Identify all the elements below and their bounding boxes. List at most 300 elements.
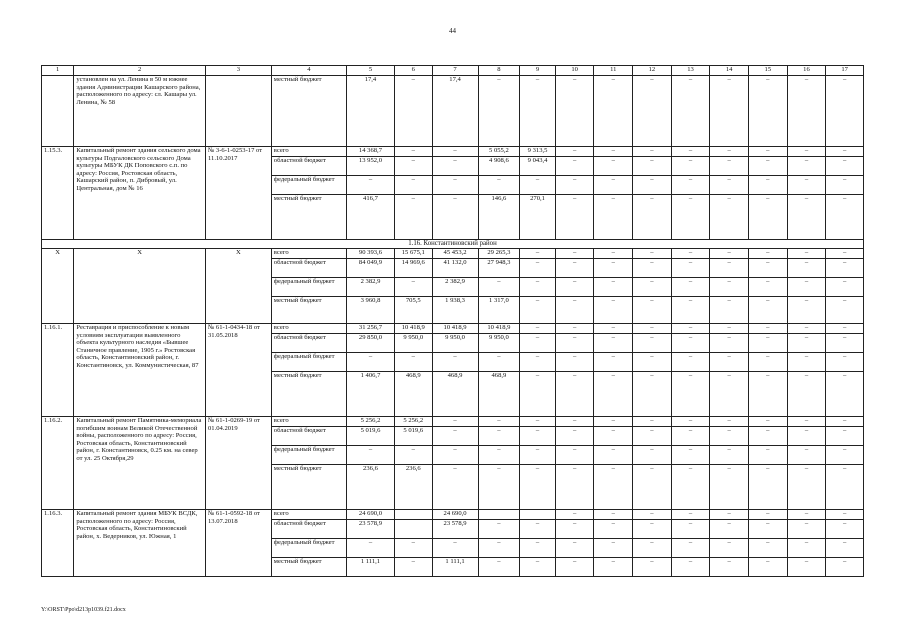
empty-value-cell: –	[555, 278, 594, 297]
empty-value-cell: –	[787, 446, 826, 465]
amount-cell: 23 578,9	[432, 520, 478, 539]
amount-cell: –	[478, 558, 520, 577]
amount-cell: 31 256,7	[346, 324, 394, 334]
amount-cell: 146,6	[478, 195, 520, 240]
empty-value-cell: –	[787, 278, 826, 297]
column-header: 13	[671, 66, 710, 76]
amount-cell	[478, 510, 520, 520]
document-cell	[205, 76, 271, 147]
empty-value-cell: –	[594, 147, 633, 157]
empty-value-cell: –	[594, 324, 633, 334]
amount-cell: –	[346, 353, 394, 372]
column-header: 1	[42, 66, 74, 76]
empty-value-cell: –	[787, 334, 826, 353]
amount-cell: –	[432, 417, 478, 427]
empty-value-cell: –	[594, 278, 633, 297]
budget-type-cell: федеральный бюджет	[271, 539, 346, 558]
section-title: 1.16. Константиновский район	[42, 240, 864, 249]
empty-value-cell: –	[520, 76, 556, 147]
empty-value-cell: –	[749, 195, 788, 240]
amount-cell	[394, 510, 432, 520]
empty-value-cell: –	[555, 446, 594, 465]
amount-cell: –	[394, 353, 432, 372]
empty-value-cell: –	[710, 157, 749, 176]
column-header: 2	[74, 66, 206, 76]
empty-value-cell: –	[633, 446, 672, 465]
amount-cell: –	[520, 176, 556, 195]
empty-value-cell: –	[555, 520, 594, 539]
amount-cell	[394, 520, 432, 539]
amount-cell: –	[478, 278, 520, 297]
amount-cell: 17,4	[432, 76, 478, 147]
empty-value-cell: –	[787, 157, 826, 176]
empty-value-cell: –	[749, 465, 788, 510]
budget-type-cell: областной бюджет	[271, 334, 346, 353]
amount-cell: 14 969,6	[394, 259, 432, 278]
empty-value-cell: –	[594, 157, 633, 176]
row-number-cell	[42, 76, 74, 147]
empty-value-cell: –	[633, 259, 672, 278]
empty-value-cell: –	[710, 510, 749, 520]
empty-value-cell: –	[787, 176, 826, 195]
empty-value-cell: –	[671, 465, 710, 510]
empty-value-cell: –	[671, 324, 710, 334]
empty-value-cell: –	[826, 417, 864, 427]
empty-value-cell: –	[671, 249, 710, 259]
amount-cell	[520, 510, 556, 520]
empty-value-cell: –	[787, 510, 826, 520]
empty-value-cell: –	[671, 297, 710, 324]
empty-value-cell: –	[710, 427, 749, 446]
amount-cell: 5 019,6	[394, 427, 432, 446]
amount-cell: –	[394, 76, 432, 147]
amount-cell: 236,6	[394, 465, 432, 510]
empty-value-cell: –	[826, 353, 864, 372]
amount-cell: –	[520, 417, 556, 427]
amount-cell: –	[432, 195, 478, 240]
empty-value-cell: –	[633, 249, 672, 259]
table-row	[42, 76, 864, 147]
amount-cell: 1 317,0	[478, 297, 520, 324]
empty-value-cell: –	[749, 520, 788, 539]
amount-cell: 270,1	[520, 195, 556, 240]
empty-value-cell: –	[826, 520, 864, 539]
column-header: 5	[346, 66, 394, 76]
empty-value-cell: –	[749, 157, 788, 176]
empty-value-cell: –	[826, 465, 864, 510]
empty-value-cell: –	[594, 76, 633, 147]
amount-cell: –	[520, 520, 556, 539]
empty-value-cell: –	[787, 465, 826, 510]
amount-cell: –	[478, 176, 520, 195]
row-number-cell: 1.16.2.	[42, 417, 74, 510]
amount-cell: 705,5	[394, 297, 432, 324]
empty-value-cell: –	[749, 372, 788, 417]
amount-cell: 13 952,0	[346, 157, 394, 176]
amount-cell: –	[394, 147, 432, 157]
empty-value-cell: –	[749, 259, 788, 278]
budget-type-cell: федеральный бюджет	[271, 446, 346, 465]
amount-cell: 29 850,0	[346, 334, 394, 353]
amount-cell: 9 950,0	[432, 334, 478, 353]
row-number-cell: Х	[42, 249, 74, 324]
empty-value-cell: –	[749, 249, 788, 259]
empty-value-cell: –	[749, 558, 788, 577]
empty-value-cell: –	[749, 176, 788, 195]
amount-cell: –	[478, 465, 520, 510]
empty-value-cell: –	[749, 427, 788, 446]
empty-value-cell: –	[710, 249, 749, 259]
budget-type-cell: областной бюджет	[271, 427, 346, 446]
empty-value-cell: –	[633, 334, 672, 353]
amount-cell: –	[394, 558, 432, 577]
amount-cell: –	[520, 446, 556, 465]
empty-value-cell: –	[710, 372, 749, 417]
budget-type-cell: всего	[271, 147, 346, 157]
amount-cell: 416,7	[346, 195, 394, 240]
empty-value-cell: –	[633, 147, 672, 157]
empty-value-cell: –	[710, 465, 749, 510]
document-cell: № 61-1-0269-19 от 01.04.2019	[205, 417, 271, 510]
empty-value-cell: –	[710, 334, 749, 353]
empty-value-cell: –	[633, 465, 672, 510]
empty-value-cell: –	[555, 465, 594, 510]
empty-value-cell: –	[671, 427, 710, 446]
empty-value-cell: –	[555, 249, 594, 259]
empty-value-cell: –	[710, 539, 749, 558]
column-header: 7	[432, 66, 478, 76]
empty-value-cell: –	[555, 76, 594, 147]
column-header: 6	[394, 66, 432, 76]
empty-value-cell: –	[826, 539, 864, 558]
empty-value-cell: –	[594, 259, 633, 278]
empty-value-cell: –	[749, 334, 788, 353]
empty-value-cell: –	[826, 147, 864, 157]
amount-cell: –	[432, 539, 478, 558]
budget-type-cell: областной бюджет	[271, 520, 346, 539]
amount-cell: –	[520, 372, 556, 417]
amount-cell: –	[520, 324, 556, 334]
object-name-cell: Капитальный ремонт здания сельского дома культуры Подгаловского сельского Дома культуры МБУК ДК Поповского с.п. по адресу: Россия, Ростовская область, Кашарский район, п. Дибровый, ул. Центральная, дом № 16	[74, 147, 206, 240]
amount-cell: 9 313,5	[520, 147, 556, 157]
column-header: 17	[826, 66, 864, 76]
empty-value-cell: –	[826, 427, 864, 446]
amount-cell: –	[432, 427, 478, 446]
empty-value-cell: –	[555, 334, 594, 353]
amount-cell: –	[520, 353, 556, 372]
budget-type-cell: федеральный бюджет	[271, 353, 346, 372]
amount-cell: 9 950,0	[478, 334, 520, 353]
empty-value-cell: –	[671, 147, 710, 157]
empty-value-cell: –	[671, 539, 710, 558]
amount-cell: –	[520, 259, 556, 278]
empty-value-cell: –	[594, 334, 633, 353]
budget-type-cell: всего	[271, 510, 346, 520]
amount-cell: –	[478, 427, 520, 446]
empty-value-cell: –	[633, 176, 672, 195]
amount-cell: 468,9	[478, 372, 520, 417]
empty-value-cell: –	[749, 297, 788, 324]
empty-value-cell: –	[787, 372, 826, 417]
amount-cell: 24 690,0	[432, 510, 478, 520]
empty-value-cell: –	[633, 278, 672, 297]
object-name-cell: установлен на ул. Ленина в 50 м южнее здания Администрации Кашарского района, расположенного по адресу: сл. Кашары ул. Ленина, № 58	[74, 76, 206, 147]
empty-value-cell: –	[671, 334, 710, 353]
budget-type-cell: областной бюджет	[271, 157, 346, 176]
empty-value-cell: –	[594, 417, 633, 427]
amount-cell: 5 256,2	[394, 417, 432, 427]
empty-value-cell: –	[710, 176, 749, 195]
empty-value-cell: –	[555, 297, 594, 324]
empty-value-cell: –	[826, 372, 864, 417]
empty-value-cell: –	[633, 417, 672, 427]
amount-cell: 10 418,9	[394, 324, 432, 334]
empty-value-cell: –	[710, 446, 749, 465]
empty-value-cell: –	[671, 417, 710, 427]
amount-cell: –	[346, 176, 394, 195]
empty-value-cell: –	[787, 76, 826, 147]
empty-value-cell: –	[749, 446, 788, 465]
amount-cell: –	[520, 539, 556, 558]
empty-value-cell: –	[826, 324, 864, 334]
page-number: 44	[449, 27, 456, 35]
amount-cell: –	[478, 446, 520, 465]
empty-value-cell: –	[826, 510, 864, 520]
empty-value-cell: –	[787, 195, 826, 240]
empty-value-cell: –	[633, 372, 672, 417]
empty-value-cell: –	[671, 558, 710, 577]
amount-cell: –	[478, 417, 520, 427]
amount-cell: 17,4	[346, 76, 394, 147]
empty-value-cell: –	[555, 539, 594, 558]
table-row	[42, 249, 864, 259]
amount-cell: 9 950,0	[394, 334, 432, 353]
amount-cell: 236,6	[346, 465, 394, 510]
empty-value-cell: –	[749, 147, 788, 157]
amount-cell: 1 111,1	[432, 558, 478, 577]
empty-value-cell: –	[787, 558, 826, 577]
amount-cell: –	[432, 157, 478, 176]
object-name-cell: Х	[74, 249, 206, 324]
budget-type-cell: федеральный бюджет	[271, 278, 346, 297]
table-row	[42, 417, 864, 427]
empty-value-cell: –	[826, 297, 864, 324]
empty-value-cell: –	[671, 157, 710, 176]
empty-value-cell: –	[594, 465, 633, 510]
table-row	[42, 147, 864, 157]
budget-type-cell: местный бюджет	[271, 465, 346, 510]
empty-value-cell: –	[826, 157, 864, 176]
budget-type-cell: местный бюджет	[271, 195, 346, 240]
amount-cell: 23 578,9	[346, 520, 394, 539]
object-name-cell: Капитальный ремонт здания МБУК ВСДК, расположенного по адресу: Россия, Ростовская область, Константиновский район, х. Ведерников, ул. Южная, 1	[74, 510, 206, 577]
empty-value-cell: –	[710, 195, 749, 240]
empty-value-cell: –	[671, 195, 710, 240]
amount-cell: –	[346, 539, 394, 558]
amount-cell: 468,9	[432, 372, 478, 417]
amount-cell: –	[478, 539, 520, 558]
empty-value-cell: –	[787, 297, 826, 324]
amount-cell: –	[432, 465, 478, 510]
empty-value-cell: –	[787, 147, 826, 157]
empty-value-cell: –	[594, 558, 633, 577]
empty-value-cell: –	[594, 176, 633, 195]
empty-value-cell: –	[787, 259, 826, 278]
empty-value-cell: –	[633, 297, 672, 324]
budget-type-cell: местный бюджет	[271, 76, 346, 147]
empty-value-cell: –	[787, 324, 826, 334]
budget-type-cell: областной бюджет	[271, 259, 346, 278]
empty-value-cell: –	[671, 176, 710, 195]
amount-cell: 5 055,2	[478, 147, 520, 157]
amount-cell: –	[432, 147, 478, 157]
amount-cell: 14 368,7	[346, 147, 394, 157]
empty-value-cell: –	[633, 195, 672, 240]
amount-cell: 1 938,3	[432, 297, 478, 324]
document-cell: № 61-1-0592-18 от 13.07.2018	[205, 510, 271, 577]
empty-value-cell: –	[826, 446, 864, 465]
empty-value-cell: –	[633, 520, 672, 539]
amount-cell: 45 453,2	[432, 249, 478, 259]
amount-cell: 468,9	[394, 372, 432, 417]
amount-cell: 15 675,1	[394, 249, 432, 259]
budget-type-cell: всего	[271, 417, 346, 427]
amount-cell: –	[520, 465, 556, 510]
financing-table	[41, 65, 864, 577]
empty-value-cell: –	[594, 297, 633, 324]
budget-type-cell: местный бюджет	[271, 372, 346, 417]
amount-cell: –	[520, 427, 556, 446]
budget-type-cell: местный бюджет	[271, 297, 346, 324]
empty-value-cell: –	[749, 324, 788, 334]
empty-value-cell: –	[787, 353, 826, 372]
amount-cell: 84 049,9	[346, 259, 394, 278]
section-header-row	[42, 240, 864, 249]
table-row	[42, 324, 864, 334]
empty-value-cell: –	[633, 558, 672, 577]
header-row	[42, 66, 864, 76]
empty-value-cell: –	[671, 259, 710, 278]
amount-cell: –	[432, 353, 478, 372]
object-name-cell: Реставрация и приспособление к новым условиям эксплуатации выявленного объекта культурного наследия «Бывшее Станичное правление, 1905 г.» Ростовская область, Константиновский район, г. Константиновск, ул. Коммунистическая, 87	[74, 324, 206, 417]
empty-value-cell: –	[555, 195, 594, 240]
empty-value-cell: –	[555, 510, 594, 520]
empty-value-cell: –	[671, 510, 710, 520]
empty-value-cell: –	[633, 324, 672, 334]
empty-value-cell: –	[633, 353, 672, 372]
amount-cell: 2 382,9	[432, 278, 478, 297]
empty-value-cell: –	[594, 446, 633, 465]
amount-cell: –	[394, 157, 432, 176]
empty-value-cell: –	[478, 76, 520, 147]
amount-cell: –	[394, 176, 432, 195]
empty-value-cell: –	[826, 176, 864, 195]
empty-value-cell: –	[555, 353, 594, 372]
empty-value-cell: –	[594, 195, 633, 240]
column-header: 4	[271, 66, 346, 76]
empty-value-cell: –	[555, 417, 594, 427]
empty-value-cell: –	[826, 195, 864, 240]
empty-value-cell: –	[749, 278, 788, 297]
empty-value-cell: –	[787, 539, 826, 558]
empty-value-cell: –	[787, 249, 826, 259]
column-header: 16	[787, 66, 826, 76]
amount-cell: –	[520, 278, 556, 297]
amount-cell: 90 393,6	[346, 249, 394, 259]
column-header: 11	[594, 66, 633, 76]
empty-value-cell: –	[749, 539, 788, 558]
empty-value-cell: –	[749, 417, 788, 427]
empty-value-cell: –	[826, 558, 864, 577]
empty-value-cell: –	[594, 510, 633, 520]
empty-value-cell: –	[671, 446, 710, 465]
empty-value-cell: –	[671, 353, 710, 372]
amount-cell: 41 132,0	[432, 259, 478, 278]
empty-value-cell: –	[555, 427, 594, 446]
empty-value-cell: –	[710, 147, 749, 157]
row-number-cell: 1.16.3.	[42, 510, 74, 577]
amount-cell: 29 265,3	[478, 249, 520, 259]
column-header: 15	[749, 66, 788, 76]
amount-cell: 9 043,4	[520, 157, 556, 176]
column-header: 14	[710, 66, 749, 76]
empty-value-cell: –	[826, 76, 864, 147]
amount-cell: 27 948,3	[478, 259, 520, 278]
budget-type-cell: всего	[271, 249, 346, 259]
amount-cell: 10 418,9	[432, 324, 478, 334]
empty-value-cell: –	[594, 249, 633, 259]
empty-value-cell: –	[555, 147, 594, 157]
empty-value-cell: –	[710, 558, 749, 577]
empty-value-cell: –	[749, 510, 788, 520]
amount-cell: 2 382,9	[346, 278, 394, 297]
row-number-cell: 1.15.3.	[42, 147, 74, 240]
empty-value-cell: –	[555, 558, 594, 577]
amount-cell: –	[478, 520, 520, 539]
empty-value-cell: –	[826, 278, 864, 297]
amount-cell: –	[520, 334, 556, 353]
amount-cell: –	[432, 446, 478, 465]
empty-value-cell: –	[749, 76, 788, 147]
document-cell: № 3-6-1-0253-17 от 11.10.2017	[205, 147, 271, 240]
document-cell: № 61-1-0434-18 от 31.05.2018	[205, 324, 271, 417]
amount-cell: 4 908,6	[478, 157, 520, 176]
empty-value-cell: –	[555, 157, 594, 176]
budget-type-cell: федеральный бюджет	[271, 176, 346, 195]
empty-value-cell: –	[671, 520, 710, 539]
column-header: 10	[555, 66, 594, 76]
amount-cell: 3 960,8	[346, 297, 394, 324]
empty-value-cell: –	[826, 249, 864, 259]
empty-value-cell: –	[710, 76, 749, 147]
amount-cell: –	[394, 278, 432, 297]
amount-cell: –	[520, 249, 556, 259]
amount-cell: 10 418,9	[478, 324, 520, 334]
amount-cell: 5 256,2	[346, 417, 394, 427]
column-header: 8	[478, 66, 520, 76]
budget-type-cell: местный бюджет	[271, 558, 346, 577]
amount-cell: –	[394, 539, 432, 558]
empty-value-cell: –	[787, 417, 826, 427]
column-header: 9	[520, 66, 556, 76]
empty-value-cell: –	[826, 334, 864, 353]
empty-value-cell: –	[787, 427, 826, 446]
empty-value-cell: –	[633, 510, 672, 520]
empty-value-cell: –	[671, 278, 710, 297]
empty-value-cell: –	[826, 259, 864, 278]
amount-cell: –	[520, 558, 556, 577]
empty-value-cell: –	[633, 76, 672, 147]
